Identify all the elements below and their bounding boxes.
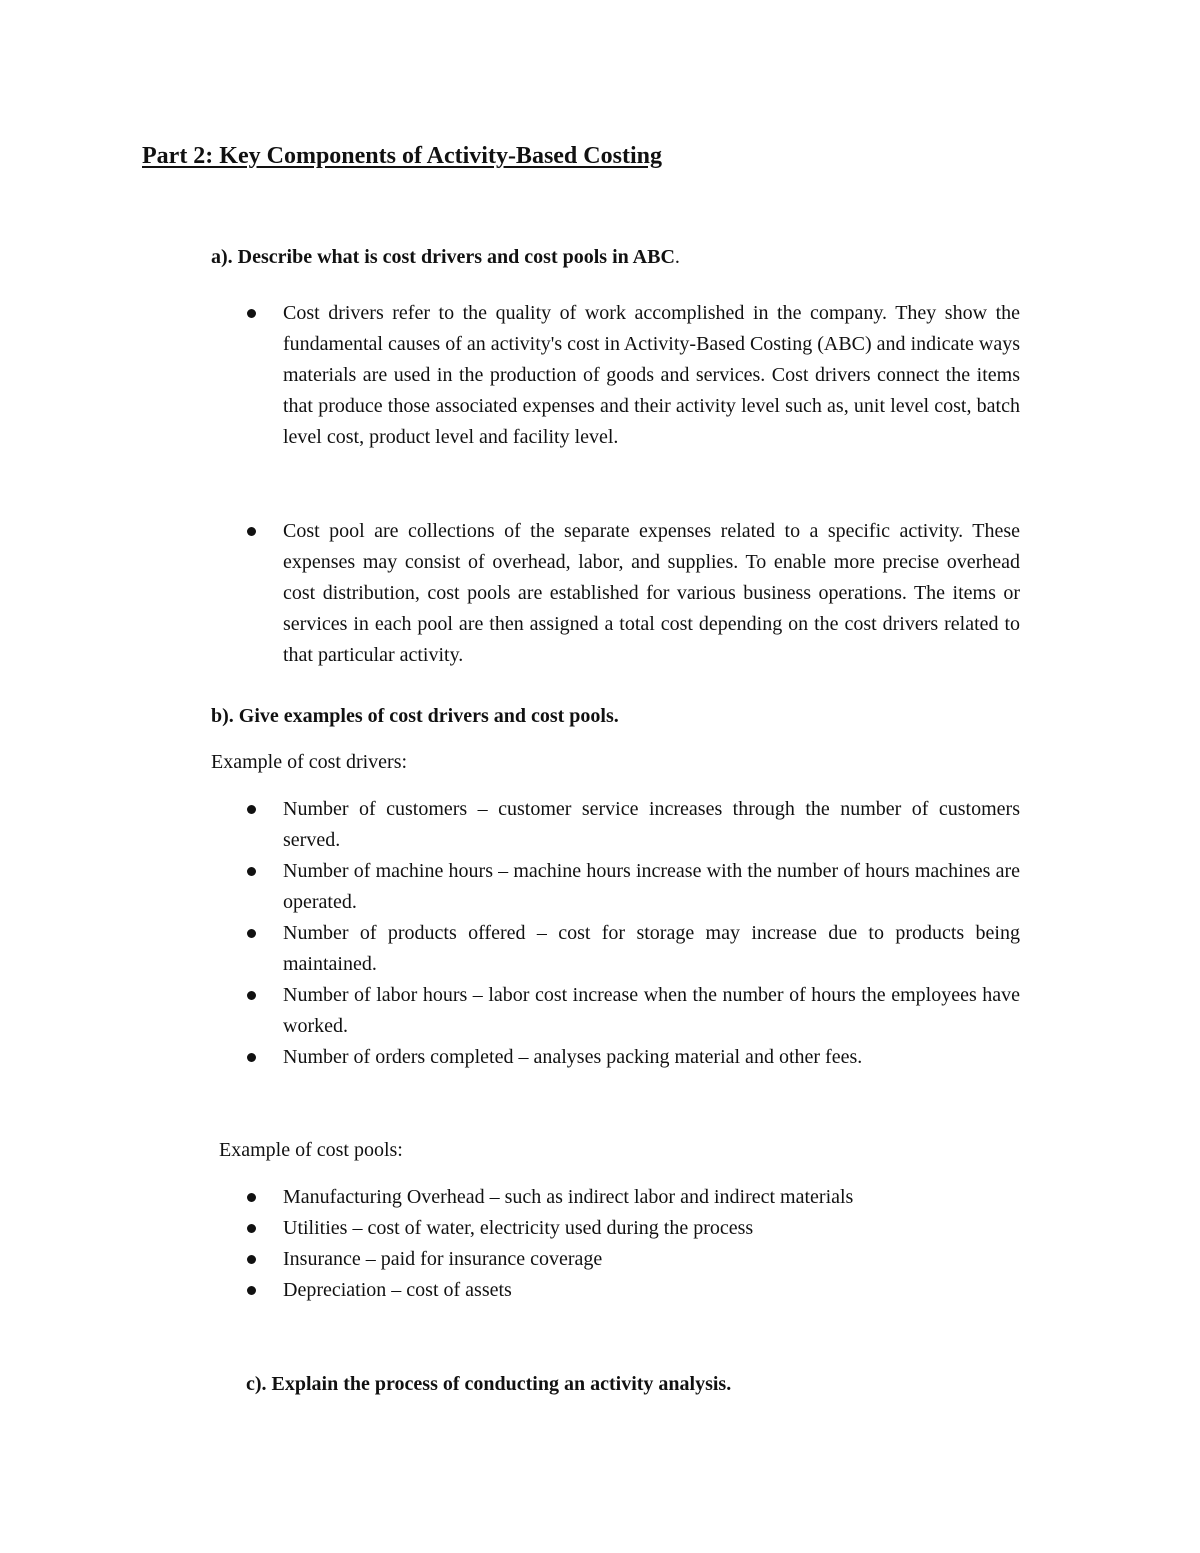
list-item [244,794,1020,856]
bullet-icon [247,309,256,318]
list-item [244,856,1020,918]
list-item [244,516,1020,671]
list-item-text: Number of products offered – cost for storage may increase due to products being maintained. [283,922,1020,975]
bullet-icon [247,1255,256,1264]
bullet-icon [247,1286,256,1295]
list-item-text: Insurance – paid for insurance coverage [283,1248,603,1270]
section-b-heading: b). Give examples of cost drivers and cost pools. [211,705,619,727]
pools-label: Example of cost pools: [219,1139,403,1161]
list-item-text: Utilities – cost of water, electricity used during the process [283,1217,754,1239]
list-item-text: Manufacturing Overhead – such as indirect labor and indirect materials [283,1186,854,1208]
list-item-text: Number of labor hours – labor cost increase when the number of hours the employees have worked. [283,984,1020,1037]
list-item-text: Depreciation – cost of assets [283,1279,512,1301]
bullet-icon [247,805,256,814]
cost-drivers-list [244,794,1020,1073]
bullet-icon [247,1193,256,1202]
bullet-icon [247,1224,256,1233]
list-item [244,1182,1020,1213]
list-item [244,918,1020,980]
list-item-text: Number of machine hours – machine hours increase with the number of hours machines are operated. [283,860,1020,913]
cost-pools-list [244,1182,1020,1306]
section-a-heading [211,246,680,269]
list-item [244,1042,1020,1073]
list-item [244,980,1020,1042]
section-c-heading: c). Explain the process of conducting an activity analysis. [246,1373,732,1395]
drivers-label: Example of cost drivers: [211,751,408,773]
list-item [244,1244,1020,1275]
cost-driver-definition-list [244,298,1020,453]
bullet-icon [247,1053,256,1062]
list-item [244,1213,1020,1244]
list-item-text: Cost pool are collections of the separate expenses related to a specific activity. These expenses may consist of overhead, labor, and supplies. To enable more precise overhead cost distribution, cost pools are established for various business operations. The items or services in each pool are then assigned a total cost depending on the cost drivers related to that particular activity. [283,520,1020,666]
bullet-icon [247,867,256,876]
page-title: Part 2: Key Components of Activity-Based Costing [142,143,662,169]
bullet-icon [247,527,256,536]
list-item [244,298,1020,453]
list-item-text: Number of customers – customer service increases through the number of customers served. [283,798,1020,851]
section-a-heading-suffix: . [674,246,680,268]
list-item-text: Number of orders completed – analyses packing material and other fees. [283,1046,863,1068]
list-item [244,1275,1020,1306]
bullet-icon [247,991,256,1000]
list-item-text: Cost drivers refer to the quality of work accomplished in the company. They show the fundamental causes of an activity's cost in Activity-Based Costing (ABC) and indicate ways materials are used in the production of goods and services. Cost drivers connect the items that produce those associated expenses and their activity level such as, unit level cost, batch level cost, product level and facility level. [283,302,1020,448]
section-a-heading-text: a). Describe what is cost drivers and cost pools in ABC [211,246,675,268]
bullet-icon [247,929,256,938]
cost-pool-definition-list [244,516,1020,671]
